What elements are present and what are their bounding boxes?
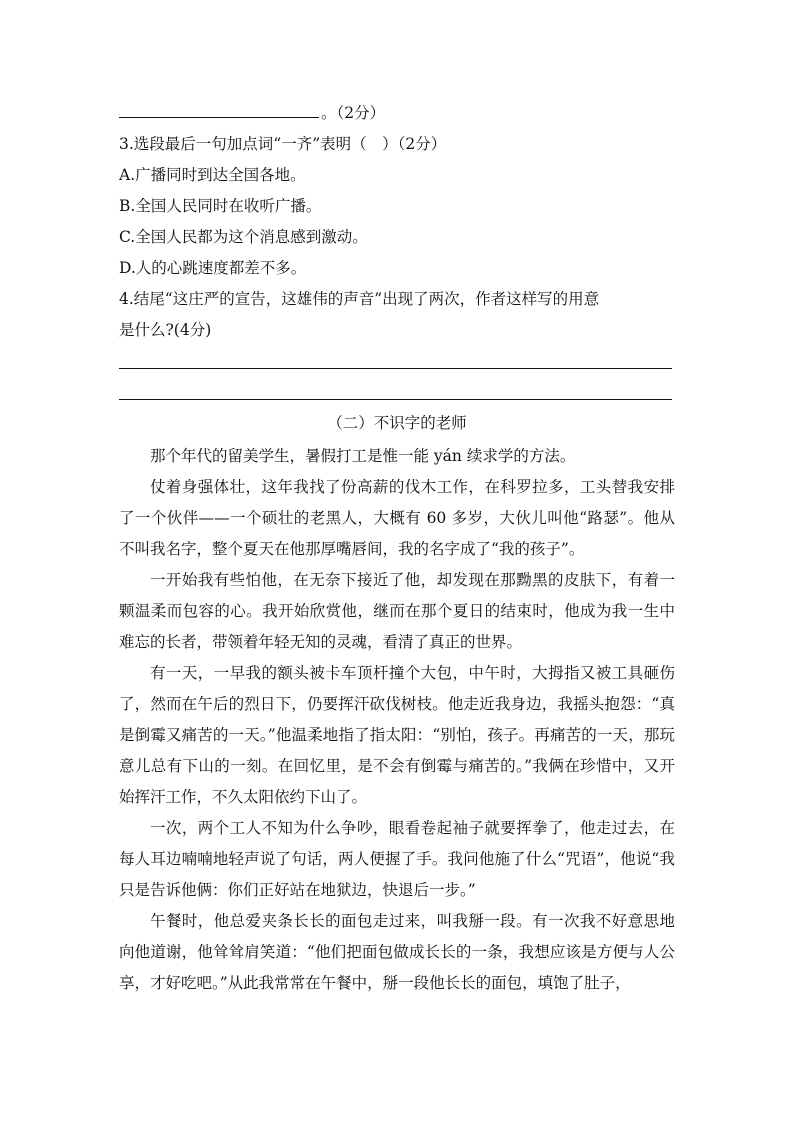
- paragraph: 一次，两个工人不知为什么争吵，眼看卷起袖子就要挥拳了，他走过去，在每人耳边喃喃地轻声说了句话，两人便握了手。我问他施了什么“咒语”，他说“我只是告诉他俩：你们正好站在地狱边，快退后一步。”: [119, 819, 675, 899]
- paragraph: 午餐时，他总爱夹条长长的面包走过来，叫我掰一段。有一次我不好意思地向他道谢，他耸耸肩笑道：“他们把面包做成长长的一条，我想应该是方便与人公享，才好吃吧。”从此我常常在午餐中，掰一段他长长的面包，填饱了肚子，: [119, 912, 675, 992]
- q3-option-d: D.人的心跳速度都差不多。: [119, 259, 307, 277]
- q2-score: 。（2分）: [321, 104, 386, 122]
- paragraph: 仗着身强体壮，这年我找了份高薪的伐木工作，在科罗拉多，工头替我安排了一个伙伴——一个硕壮的老黑人，大概有 60 多岁，大伙儿叫他“路瑟”。他从不叫我名字，整个夏天在他那厚嘴唇间，我的名字成了“我的孩子”。: [119, 478, 675, 558]
- q3-stem: 3.选段最后一句加点词“一齐”表明（ ）（2分）: [119, 135, 447, 153]
- paragraph: 有一天，一早我的额头被卡车顶杆撞个大包，中午时，大拇指又被工具砸伤了，然而在午后的烈日下，仍要挥汗砍伐树枝。他走近我身边，我摇头抱怨：“真是倒霉又痛苦的一天。”他温柔地指了指太阳：“别怕，孩子。再痛苦的一天，那玩意儿总有下山的一刻。在回忆里，是不会有倒霉与痛苦的。”我俩在珍惜中，又开始挥汗工作，不久太阳依约下山了。: [119, 664, 675, 806]
- q3-option-a: A.广播同时到达全国各地。: [119, 166, 306, 184]
- answer-blank[interactable]: [119, 102, 319, 118]
- q4-stem-line2: 是什么?(4分): [119, 321, 212, 339]
- answer-line[interactable]: [119, 399, 672, 400]
- q3-option-c: C.全国人民都为这个消息感到激动。: [119, 228, 368, 246]
- paragraph: 那个年代的留美学生，暑假打工是惟一能 yán 续求学的方法。: [150, 447, 576, 465]
- answer-line[interactable]: [119, 368, 672, 369]
- section-title: （二）不识字的老师: [327, 414, 467, 432]
- q4-stem-line1: 4.结尾“这庄严的宣告，这雄伟的声音”出现了两次，作者这样写的用意: [119, 290, 600, 308]
- q2-answer-line: [119, 102, 385, 123]
- paragraph: 一开始我有些怕他，在无奈下接近了他，却发现在那黝黑的皮肤下，有着一颗温柔而包容的心。我开始欣赏他，继而在那个夏日的结束时，他成为我一生中难忘的长者，带领着年轻无知的灵魂，看清了真正的世界。: [119, 571, 675, 651]
- q3-option-b: B.全国人民同时在收听广播。: [119, 197, 322, 215]
